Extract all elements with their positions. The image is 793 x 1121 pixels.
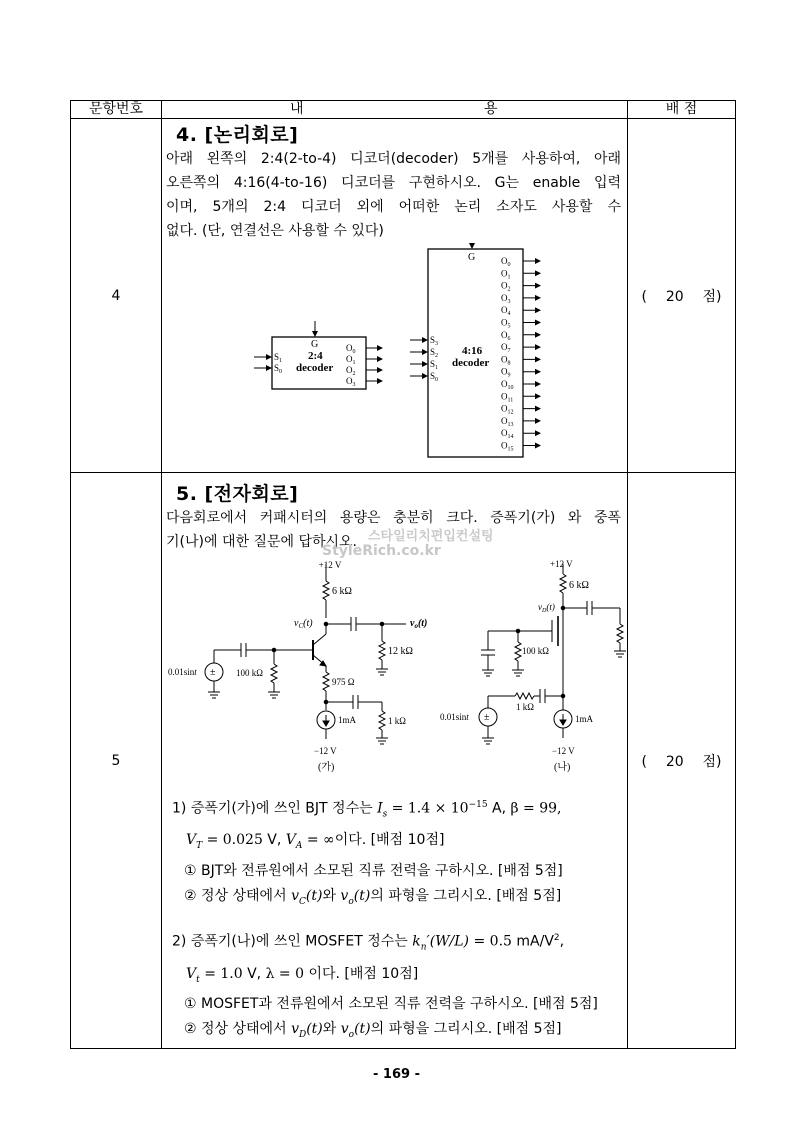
q4-number: 4 xyxy=(71,119,162,473)
q5-part2-line1: 2) 증폭기(나)에 쓰인 MOSFET 정수는 $k_n'(W/L) = 0.5$ $mA/V^2$, xyxy=(172,933,565,953)
watermark-url: StyleRich.co.kr xyxy=(322,543,441,559)
header-row xyxy=(71,101,736,119)
a-rb-label: 100 kΩ xyxy=(236,668,263,678)
dec24-output-1: $O_1$ xyxy=(346,354,356,366)
header-number: 문항번호 xyxy=(71,101,162,119)
a-vcc-label: +12 V xyxy=(318,560,342,570)
dec416-output-3: $O_3$ xyxy=(501,292,511,305)
q4-line-2: 오른쪽의 4:16(4-to-16) 디코더를 구현하시오. G는 enable 입력 xyxy=(166,175,621,191)
q4-line-1: 아래 왼쪽의 2:4(2-to-4) 디코더(decoder) 5개를 사용하여, 아래 xyxy=(166,151,621,167)
dec416-output-10: $O_{10}$ xyxy=(501,379,514,391)
dec416-output-0: $O_0$ xyxy=(501,256,511,268)
dec24-output-0: $O_0$ xyxy=(346,343,356,355)
dec416-output-1: $O_1$ xyxy=(501,268,511,281)
dec416-output-12: $O_{12}$ xyxy=(501,403,514,416)
a-vc-label: $v_C(t)$ xyxy=(294,618,313,630)
a-source-plus-minus: ± xyxy=(210,667,216,678)
b-source-label: 0.01sint xyxy=(440,712,469,722)
header-score: 배 점 xyxy=(628,101,736,119)
decoder-4to16 xyxy=(410,243,540,457)
q5-part2-line2: $V_t = 1.0$ V, λ = 0 이다. [배점 10점] xyxy=(186,965,419,985)
dec24-s1-label: $S_1$ xyxy=(274,352,283,364)
q5-part2-item2: ② 정상 상태에서 $v_D(t)$와 $v_o(t)$의 파형을 그리시오. [배점 5점] xyxy=(184,1021,562,1041)
decoder-2to4 xyxy=(254,321,382,389)
header-content-right: 용 xyxy=(484,101,498,117)
a-caption: (가) xyxy=(318,762,335,773)
q4-score-value: 20 xyxy=(665,288,684,305)
b-vd-label: $v_D(t)$ xyxy=(538,602,555,614)
q4-content xyxy=(162,119,628,473)
a-rl-label: 12 kΩ xyxy=(388,646,413,657)
q5-number: 5 xyxy=(71,473,162,1049)
q4-score xyxy=(628,119,736,473)
dec416-output-6: $O_6$ xyxy=(501,329,511,342)
q5-score xyxy=(628,473,736,1049)
q5-title: 5. [전자회로] xyxy=(176,483,299,505)
dec416-output-14: $O_{14}$ xyxy=(501,428,514,441)
dec416-output-13: $O_{13}$ xyxy=(501,415,514,428)
q4-score-unit: 점) xyxy=(702,288,722,305)
dec416-output-2: $O_2$ xyxy=(501,280,511,293)
a-rc-label: 6 kΩ xyxy=(332,586,352,597)
dec416-outputs xyxy=(501,256,540,453)
b-rsig-label: 1 kΩ xyxy=(516,702,534,712)
dec24-title: 2:4 xyxy=(308,350,323,362)
q4-title: 4. [논리회로] xyxy=(176,124,299,146)
dec416-output-5: $O_5$ xyxy=(501,317,511,330)
dec24-s0-label: $S_0$ xyxy=(274,363,283,375)
q5-line-1: 다음회로에서 커패시터의 용량은 충분히 크다. 증폭기(가) 와 중폭 xyxy=(166,510,621,526)
dec24-output-2: $O_2$ xyxy=(346,365,356,377)
q4-line-4: 없다. (단, 연결선은 사용할 수 있다) xyxy=(166,223,384,239)
dec416-input-s3: $S_3$ xyxy=(430,335,439,347)
dec416-output-9: $O_9$ xyxy=(501,366,511,379)
a-rs-label: 1 kΩ xyxy=(388,716,406,726)
dec416-inputs xyxy=(410,335,438,383)
dec416-output-15: $O_{15}$ xyxy=(501,440,514,453)
header-content-left: 내 xyxy=(290,101,304,117)
circuit-b xyxy=(479,564,626,744)
a-current-label: 1mA xyxy=(338,715,356,725)
dec416-subtitle: decoder xyxy=(452,357,490,369)
q5-line-2: 기(나)에 대한 질문에 답하시오. xyxy=(166,534,358,550)
b-vee-label: −12 V xyxy=(552,746,575,756)
question-5-row xyxy=(71,473,736,1049)
a-source-label: 0.01sint xyxy=(168,667,197,677)
dec416-output-11: $O_{11}$ xyxy=(501,391,514,404)
b-vcc-label: +12 V xyxy=(550,559,573,569)
dec416-input-s0: $S_0$ xyxy=(430,371,439,383)
dec24-output-3: $O_3$ xyxy=(346,376,356,388)
dec24-outputs xyxy=(346,343,382,388)
header-content xyxy=(162,101,628,119)
q5-score-open: ( xyxy=(641,753,647,770)
dec24-subtitle: decoder xyxy=(296,362,334,374)
q4-line-3: 이며, 5개의 2:4 디코더 외에 어떠한 논리 소자도 사용할 수 xyxy=(166,199,621,215)
dec416-input-s2: $S_2$ xyxy=(430,347,439,359)
q5-part2-item1: ① MOSFET과 전류원에서 소모된 직류 전력을 구하시오. [배점 5점] xyxy=(184,996,598,1013)
a-vo-label: $v_o(t)$ xyxy=(410,618,428,630)
dec416-output-7: $O_7$ xyxy=(501,342,511,355)
dec416-title: 4:16 xyxy=(462,345,483,357)
q5-score-unit: 점) xyxy=(702,753,722,770)
dec416-output-8: $O_8$ xyxy=(501,354,511,367)
b-current-label: 1mA xyxy=(575,714,593,724)
dec24-g-label: G xyxy=(311,339,319,350)
b-rg-label: 100 kΩ xyxy=(522,646,549,656)
amplifier-circuits xyxy=(166,554,626,792)
q5-part1-line2: $V_T = 0.025$ V, $V_A$ = ∞이다. [배점 10점] xyxy=(186,832,445,852)
watermark-korean: 스타일리치편입컨설팅 xyxy=(368,529,494,544)
dec416-input-s1: $S_1$ xyxy=(430,359,439,371)
q5-part1-item1: ① BJT와 전류원에서 소모된 직류 전력을 구하시오. [배점 5점] xyxy=(184,863,563,880)
circuit-a xyxy=(205,564,406,744)
q5-score-value: 20 xyxy=(665,753,684,770)
question-4-row xyxy=(71,119,736,473)
a-re-label: 975 Ω xyxy=(332,677,355,687)
dec416-g-label: G xyxy=(468,252,476,263)
q5-part1-item2: ② 정상 상태에서 $v_C(t)$와 $v_o(t)$의 파형을 그리시오. [배점 5점] xyxy=(184,888,562,908)
q5-content xyxy=(162,473,628,1049)
q5-part1-line1: 1) 증폭기(가)에 쓰인 BJT 정수는 $I_s = 1.4 \times 10^{-15}$ A, β = 99, xyxy=(172,800,562,820)
page-number: - 169 - xyxy=(373,1067,420,1082)
b-rd-label: 6 kΩ xyxy=(569,580,589,591)
b-caption: (나) xyxy=(554,762,571,773)
dec416-output-4: $O_4$ xyxy=(501,305,511,318)
q4-score-open: ( xyxy=(641,288,647,305)
decoder-diagrams xyxy=(166,243,620,463)
exam-table xyxy=(70,100,736,1049)
b-source-plus-minus: ± xyxy=(484,712,490,723)
a-vee-label: −12 V xyxy=(314,746,337,756)
